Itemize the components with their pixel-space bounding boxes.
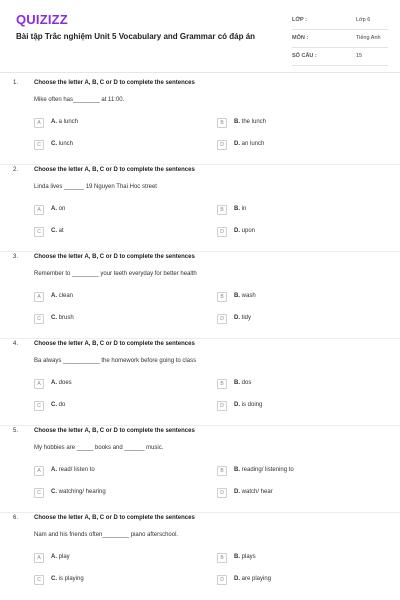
option-text: B. wash — [234, 293, 256, 299]
option-letter-box: D — [217, 488, 227, 498]
question-sentence: Nam and his friends often________ piano afterschool. — [34, 532, 179, 538]
option-letter-box: A — [34, 292, 44, 302]
option-letter-box: C — [34, 314, 44, 324]
option-letter-box: B — [217, 118, 227, 128]
option-text: D. an lunch — [234, 141, 265, 147]
option-letter-box: D — [217, 401, 227, 411]
question-number: 4. — [13, 341, 19, 347]
option-letter-box: D — [217, 227, 227, 237]
option-text: B. dos — [234, 380, 252, 386]
question-sentence: Remember to ________ your teeth everyday for better health — [34, 271, 197, 277]
option-letter-box: A — [34, 466, 44, 476]
meta-value: 15 — [356, 53, 363, 59]
question-sentence: Linda lives ______ 19 Nguyen Thai Hoc street — [34, 184, 157, 190]
option-text: B. reading/ listening to — [234, 467, 294, 473]
question-instruction: Choose the letter A, B, C or D to complete the sentences — [34, 254, 195, 260]
worksheet-meta — [292, 12, 388, 66]
question-2 — [0, 165, 400, 252]
option-text: C. lunch — [51, 141, 74, 147]
option-letter-box: C — [34, 140, 44, 150]
option-text: C. do — [51, 402, 66, 408]
option-letter-box: A — [34, 118, 44, 128]
question-number: 6. — [13, 515, 19, 521]
option-letter-box: D — [217, 575, 227, 585]
question-6 — [0, 513, 400, 600]
option-text: B. the lunch — [234, 119, 267, 125]
option-text: D. tidy — [234, 315, 252, 321]
option-text: B. in — [234, 206, 247, 212]
question-number: 3. — [13, 254, 19, 260]
worksheet-header — [0, 0, 400, 66]
question-list — [0, 78, 400, 600]
option-letter-box: D — [217, 140, 227, 150]
question-instruction: Choose the letter A, B, C or D to complete the sentences — [34, 515, 195, 521]
question-instruction: Choose the letter A, B, C or D to complete the sentences — [34, 428, 195, 434]
question-number: 2. — [13, 167, 19, 173]
worksheet-title: Bài tập Trắc nghiệm Unit 5 Vocabulary and Grammar có đáp án — [16, 32, 256, 41]
question-number: 1. — [13, 80, 19, 86]
question-instruction: Choose the letter A, B, C or D to complete the sentences — [34, 341, 195, 347]
option-letter-box: B — [217, 292, 227, 302]
meta-row-class — [292, 12, 388, 30]
option-text: D. is doing — [234, 402, 263, 408]
question-sentence: My hobbies are _____ books and ______ music. — [34, 445, 164, 451]
option-text: C. at — [51, 228, 64, 234]
question-5 — [0, 426, 400, 513]
option-letter-box: C — [34, 401, 44, 411]
meta-row-question-count — [292, 48, 388, 66]
option-letter-box: B — [217, 379, 227, 389]
option-text: C. brush — [51, 315, 74, 321]
option-text: A. play — [51, 554, 70, 560]
option-letter-box: A — [34, 379, 44, 389]
meta-value: Tiếng Anh — [356, 35, 381, 41]
quizizz-logo: QUIZIZZ — [16, 12, 68, 27]
option-text: A. clean — [51, 293, 74, 299]
option-letter-box: B — [217, 466, 227, 476]
question-number: 5. — [13, 428, 19, 434]
question-3 — [0, 252, 400, 339]
option-text: D. are playing — [234, 576, 272, 582]
option-letter-box: A — [34, 553, 44, 563]
option-text: A. on — [51, 206, 66, 212]
question-sentence: Ba always ___________ the homework before going to class — [34, 358, 197, 364]
option-letter-box: C — [34, 227, 44, 237]
meta-label: LỚP : — [292, 17, 307, 23]
option-text: A. a lunch — [51, 119, 79, 125]
meta-value: Lớp 6 — [356, 17, 371, 23]
option-letter-box: C — [34, 575, 44, 585]
option-letter-box: B — [217, 205, 227, 215]
header-divider — [0, 72, 400, 73]
option-letter-box: A — [34, 205, 44, 215]
question-instruction: Choose the letter A, B, C or D to complete the sentences — [34, 167, 195, 173]
question-instruction: Choose the letter A, B, C or D to complete the sentences — [34, 80, 195, 86]
meta-row-subject — [292, 30, 388, 48]
option-text: C. is playing — [51, 576, 84, 582]
option-text: A. does — [51, 380, 72, 386]
meta-label: SỐ CÂU : — [292, 53, 317, 59]
meta-label: MÔN : — [292, 35, 309, 41]
option-letter-box: B — [217, 553, 227, 563]
option-text: A. read/ listen to — [51, 467, 95, 473]
question-sentence: Mike often has________ at 11:00. — [34, 97, 125, 103]
option-letter-box: D — [217, 314, 227, 324]
question-1 — [0, 78, 400, 165]
option-text: C. watching/ hearing — [51, 489, 106, 495]
option-text: D. watch/ hear — [234, 489, 273, 495]
question-4 — [0, 339, 400, 426]
option-text: B. plays — [234, 554, 256, 560]
option-letter-box: C — [34, 488, 44, 498]
option-text: D. upon — [234, 228, 256, 234]
